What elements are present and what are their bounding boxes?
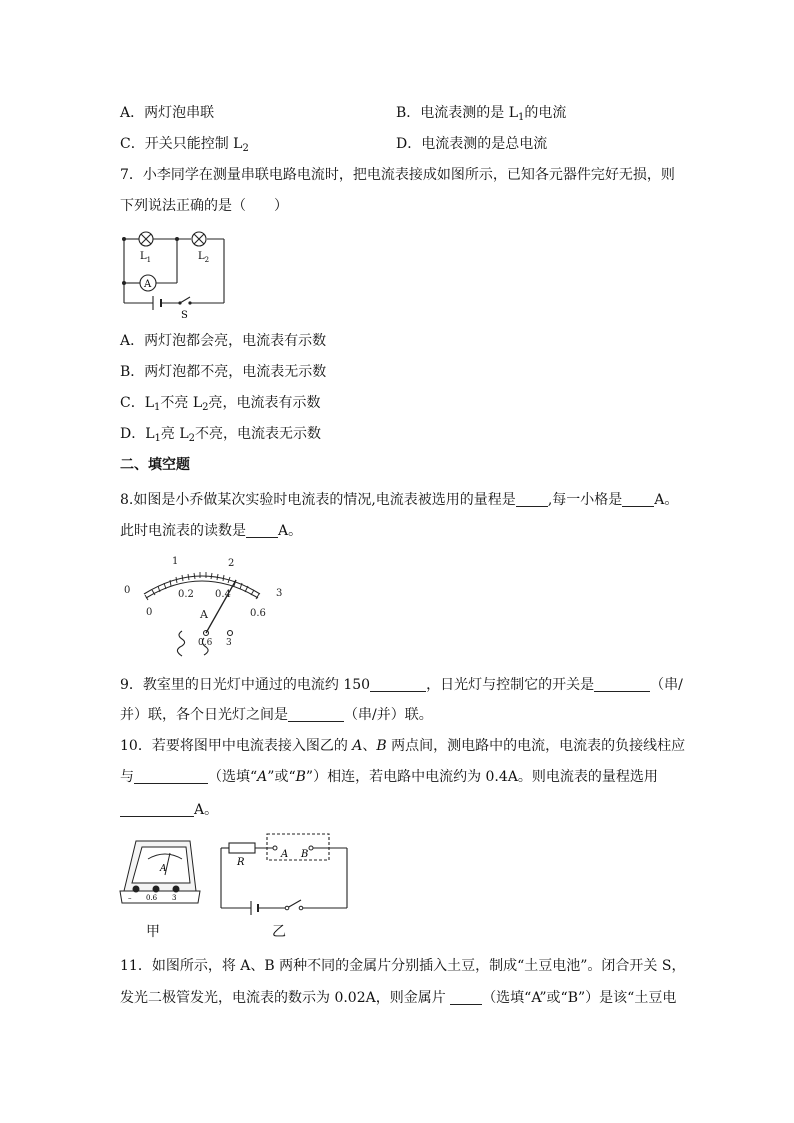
section-title-fill-in: 二、填空题 — [120, 457, 190, 473]
q7-option-b: B．两灯泡都不亮，电流表无示数 — [120, 364, 327, 380]
q10-stem-line2: 与 （选填“A”或“B”）相连，若电路中电流约为 0.4A。则电流表的量程选用 — [120, 769, 658, 785]
q6-option-b: B．电流表测的是 $L_1$的电流 — [396, 105, 567, 123]
point-a-label: A — [281, 849, 289, 860]
answer-blank[interactable] — [120, 801, 194, 817]
q6-option-d: D．电流表测的是总电流 — [396, 136, 548, 152]
dial-inner-0-2: 0.2 — [178, 589, 194, 600]
dial-inner-0-4: 0.4 — [215, 589, 231, 600]
q7-circuit-diagram — [110, 222, 240, 322]
dial-unit: A — [200, 608, 208, 621]
meter-terminal-3: 3 — [172, 894, 177, 902]
q7-ammeter-label: A — [144, 279, 152, 290]
terminal-0-6: 0.6 — [198, 638, 213, 648]
q9-stem-line2: 并）联，各个日光灯之间是 （串/并）联。 — [120, 707, 433, 723]
q7-stem-line1: 7．小李同学在测量串联电路电流时，把电流表接成如图所示，已知各元器件完好无损，则 — [120, 167, 675, 183]
answer-blank[interactable] — [134, 768, 208, 784]
q7-l2-label: $L_2$ — [198, 251, 210, 264]
answer-blank[interactable] — [594, 676, 650, 692]
q8-stem-line1: 8.如图是小乔做某次实验时电流表的情况,电流表被选用的量程是 ,每一小格是 A。 — [120, 492, 679, 508]
q8-stem-line2: 此时电流表的读数是 A。 — [120, 523, 303, 539]
meter-terminal-neg: – — [128, 894, 132, 902]
q6-option-a: A．两灯泡串联 — [120, 105, 215, 121]
q6-option-c: C．开关只能控制 $L_2$ — [120, 136, 249, 154]
dial-outer-2: 2 — [228, 558, 235, 569]
caption-yi: 乙 — [272, 924, 286, 940]
q10-ammeter-device-figure — [118, 833, 206, 913]
terminal-3: 3 — [226, 638, 232, 648]
point-b-label: B — [301, 849, 309, 860]
dial-outer-0: 0 — [124, 585, 131, 596]
meter-face-label: A — [160, 864, 167, 874]
answer-blank[interactable] — [288, 706, 344, 722]
q7-stem-line2: 下列说法正确的是（ ） — [120, 198, 288, 214]
q7-l1-label: $L_1$ — [140, 251, 152, 264]
q7-option-a: A．两灯泡都会亮，电流表有示数 — [120, 333, 327, 349]
q10-stem-line1: 10．若要将图甲中电流表接入图乙的 A、B 两点间，测电路中的电流，电流表的负接线柱应 — [120, 738, 686, 754]
answer-blank[interactable] — [516, 491, 548, 507]
dial-outer-3: 3 — [276, 588, 283, 599]
q11-stem-line2: 发光二极管发光，电流表的数示为 0.02A，则金属片 （选填“A”或“B”）是该“土豆电 — [120, 990, 677, 1006]
q9-stem-line1: 9．教室里的日光灯中通过的电流约 150 ，日光灯与控制它的开关是 （串/ — [120, 677, 683, 693]
meter-terminal-0-6: 0.6 — [146, 894, 158, 902]
resistor-label: R — [237, 857, 245, 868]
answer-blank[interactable] — [370, 676, 426, 692]
dial-outer-1: 1 — [172, 556, 179, 567]
answer-blank[interactable] — [246, 522, 278, 538]
dial-inner-0: 0 — [146, 607, 153, 618]
q11-stem-line1: 11．如图所示，将 A、B 两种不同的金属片分别插入土豆，制成“土豆电池”。闭合开关 S， — [120, 958, 686, 974]
answer-blank[interactable] — [450, 989, 482, 1005]
q7-option-d: D．$L_1$亮 $L_2$不亮，电流表无示数 — [120, 426, 322, 444]
q10-stem-line3: A。 — [120, 800, 218, 820]
caption-jia: 甲 — [146, 924, 160, 940]
answer-blank[interactable] — [622, 491, 654, 507]
q7-switch-label: S — [181, 310, 188, 321]
q8-ammeter-dial — [112, 550, 292, 665]
q10-circuit-figure — [215, 830, 355, 920]
dial-inner-0-6: 0.6 — [250, 608, 266, 619]
q7-option-c: C．$L_1$不亮 $L_2$亮，电流表有示数 — [120, 395, 321, 413]
